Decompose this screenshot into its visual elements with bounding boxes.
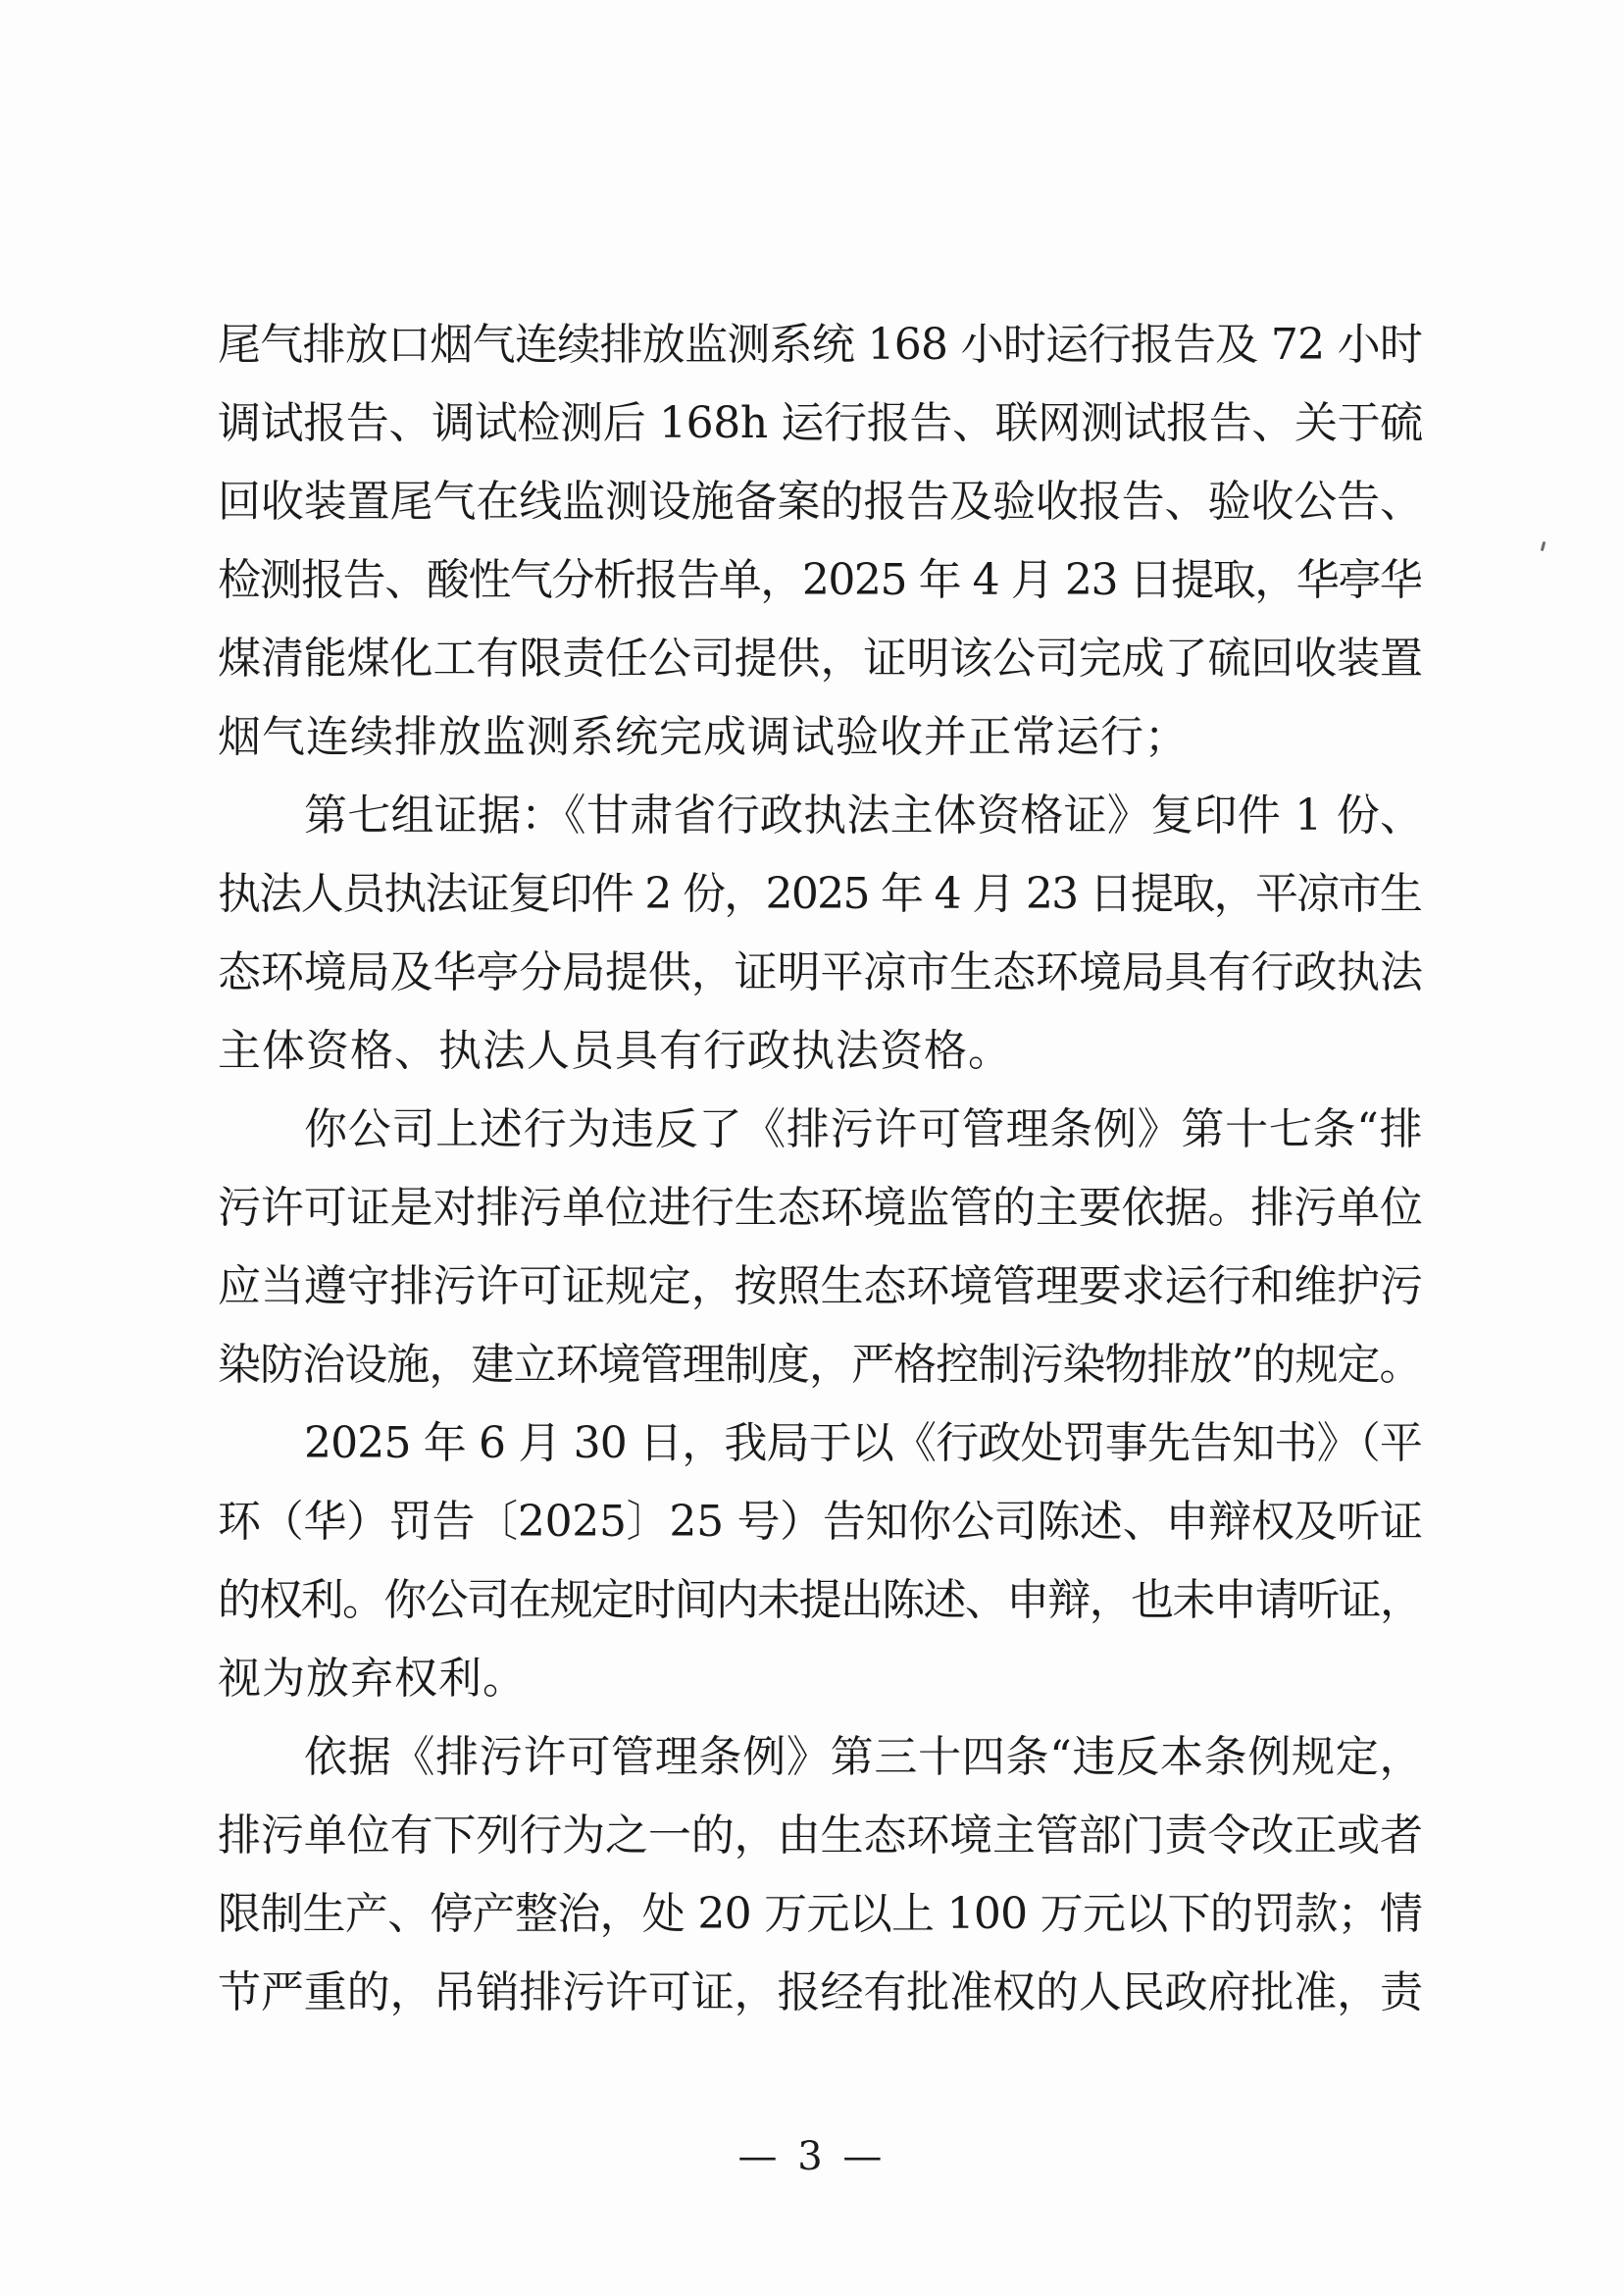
paragraph-first-line: 2025 年 6 月 30 日，我局于以《行政处罚事先告知书》（平	[304, 1418, 1423, 1468]
paragraph-first-line: 你公司上述行为违反了《排污许可管理条例》第十七条“排	[304, 1104, 1424, 1154]
text-line: 检测报告、酸性气分析报告单，2025 年 4 月 23 日提取，华亭华	[218, 555, 1422, 605]
text-line: 回收装置尾气在线监测设施备案的报告及验收报告、验收公告、	[218, 477, 1423, 527]
text-line: 态环境局及华亭分局提供，证明平凉市生态环境局具有行政执法	[218, 947, 1423, 997]
text-line: 节严重的，吊销排污许可证，报经有批准权的人民政府批准，责	[218, 1967, 1423, 2017]
text-line: 的权利。你公司在规定时间内未提出陈述、申辩，也未申请听证，	[218, 1575, 1422, 1625]
text-line: 应当遵守排污许可证规定，按照生态环境管理要求运行和维护污	[218, 1261, 1423, 1311]
paragraph-first-line: 第七组证据：《甘肃省行政执法主体资格证》复印件 1 份、	[304, 790, 1424, 841]
text-line: 主体资格、执法人员具有行政执法资格。	[218, 1026, 1012, 1076]
page-number: — 3 —	[737, 2134, 887, 2179]
text-line: 限制生产、停产整治，处 20 万元以上 100 万元以下的罚款；情	[218, 1889, 1423, 1939]
scan-mark	[1541, 541, 1546, 551]
text-line: 排污单位有下列行为之一的，由生态环境主管部门责令改正或者	[218, 1810, 1423, 1861]
text-line: 染防治设施，建立环境管理制度，严格控制污染物排放”的规定。	[218, 1340, 1422, 1390]
text-line: 视为放弃权利。	[218, 1654, 527, 1704]
text-line: 煤清能煤化工有限责任公司提供，证明该公司完成了硫回收装置	[218, 634, 1423, 684]
body-text	[218, 306, 1424, 2032]
text-line: 污许可证是对排污单位进行生态环境监管的主要依据。排污单位	[218, 1183, 1423, 1233]
text-line: 烟气连续排放监测系统完成调试验收并正常运行；	[218, 712, 1189, 762]
text-line: 调试报告、调试检测后 168h 运行报告、联网测试报告、关于硫	[218, 398, 1423, 448]
text-line: 尾气排放口烟气连续排放监测系统 168 小时运行报告及 72 小时	[218, 320, 1423, 370]
text-line: 执法人员执法证复印件 2 份，2025 年 4 月 23 日提取，平凉市生	[218, 869, 1422, 919]
paragraph-first-line: 依据《排污许可管理条例》第三十四条“违反本条例规定，	[304, 1732, 1424, 1782]
text-line: 环（华）罚告〔2025〕25 号）告知你公司陈述、申辩权及听证	[218, 1497, 1423, 1547]
